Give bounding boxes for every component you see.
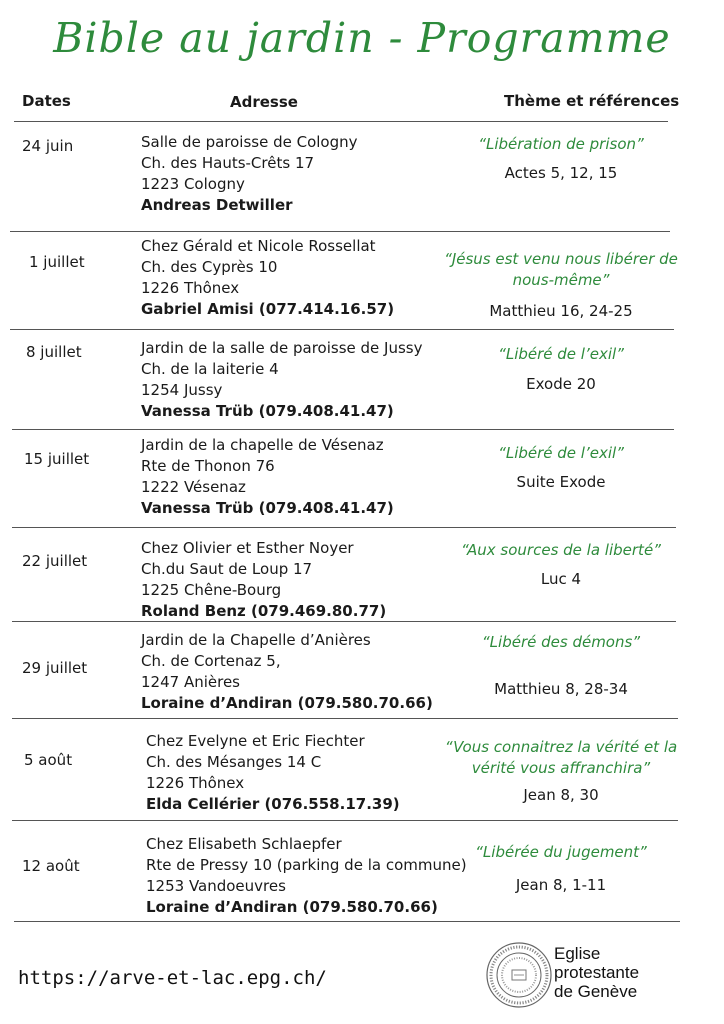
column-header-theme: Thème et références	[504, 92, 680, 110]
bible-reference: Exode 20	[526, 375, 596, 393]
address-line: Chez Olivier et Esther Noyer	[141, 539, 354, 557]
address-line: 1223 Cologny	[141, 175, 245, 193]
row-date: 1 juillet	[29, 253, 85, 271]
row-address	[141, 630, 433, 714]
contact-name: Elda Cellérier (076.558.17.39)	[146, 795, 400, 813]
epg-seal-icon	[484, 940, 554, 1010]
row-theme	[430, 134, 692, 184]
row-theme	[430, 842, 692, 896]
contact-name: Vanessa Trüb (079.408.41.47)	[141, 499, 394, 517]
row-divider	[12, 527, 676, 528]
row-theme	[430, 737, 692, 806]
column-header-address: Adresse	[230, 93, 298, 111]
row-theme	[430, 632, 692, 700]
address-line: Ch. de Cortenaz 5,	[141, 652, 281, 670]
org-name-line: Eglise	[554, 944, 601, 963]
theme-quote: “Jésus est venu nous libérer de nous-même”	[444, 250, 678, 289]
row-date: 15 juillet	[24, 450, 90, 468]
theme-quote: “Vous connaitrez la vérité et la vérité vous affranchira”	[444, 738, 678, 777]
address-line: Jardin de la Chapelle d’Anières	[141, 631, 371, 649]
bible-reference: Luc 4	[540, 570, 582, 588]
address-line: Salle de paroisse de Cologny	[141, 133, 358, 151]
address-line: 1225 Chêne-Bourg	[141, 581, 282, 599]
address-line: Ch.du Saut de Loup 17	[141, 560, 313, 578]
row-date: 5 août	[24, 751, 73, 769]
address-line: 1226 Thônex	[141, 279, 240, 297]
row-divider	[12, 820, 678, 821]
address-line: 1254 Jussy	[141, 381, 223, 399]
address-line: Ch. des Cyprès 10	[141, 258, 278, 276]
row-address	[141, 236, 394, 320]
row-divider	[12, 429, 674, 430]
theme-quote: “Libération de prison”	[478, 135, 644, 153]
address-line: Rte de Pressy 10 (parking de la commune)	[146, 856, 467, 874]
row-address	[141, 538, 386, 622]
address-line: 1226 Thônex	[146, 774, 245, 792]
contact-name: Loraine d’Andiran (079.580.70.66)	[146, 898, 438, 916]
address-line: 1253 Vandoeuvres	[146, 877, 286, 895]
address-line: 1222 Vésenaz	[141, 478, 246, 496]
address-line: Ch. de la laiterie 4	[141, 360, 279, 378]
row-date: 22 juillet	[22, 552, 88, 570]
page-title: Bible au jardin - Programme	[53, 14, 671, 62]
organization-name	[554, 944, 639, 1001]
row-address	[146, 834, 467, 918]
theme-quote: “Libéré de l’exil”	[498, 345, 624, 363]
row-date: 12 août	[22, 857, 80, 875]
row-divider	[14, 121, 668, 122]
row-divider	[14, 921, 680, 922]
row-date: 29 juillet	[22, 659, 88, 677]
contact-name: Gabriel Amisi (077.414.16.57)	[141, 300, 395, 318]
org-name-line: de Genève	[554, 982, 638, 1001]
row-date: 8 juillet	[26, 343, 82, 361]
row-address	[141, 338, 422, 422]
address-line: 1247 Anières	[141, 673, 240, 691]
row-theme	[430, 249, 692, 322]
theme-quote: “Libéré de l’exil”	[498, 444, 624, 462]
row-theme	[430, 443, 692, 493]
bible-reference: Jean 8, 30	[523, 786, 599, 804]
row-divider	[10, 329, 674, 330]
bible-reference: Actes 5, 12, 15	[504, 164, 618, 182]
org-name-line: protestante	[554, 963, 640, 982]
address-line: Chez Evelyne et Eric Fiechter	[146, 732, 365, 750]
contact-name: Loraine d’Andiran (079.580.70.66)	[141, 694, 433, 712]
contact-name: Andreas Detwiller	[141, 196, 293, 214]
row-theme	[430, 344, 692, 395]
website-link[interactable]: https://arve-et-lac.epg.ch/	[18, 967, 327, 989]
bible-reference: Matthieu 16, 24-25	[489, 302, 633, 320]
row-date: 24 juin	[22, 137, 74, 155]
row-address	[146, 731, 400, 815]
address-line: Jardin de la salle de paroisse de Jussy	[141, 339, 423, 357]
bible-reference: Matthieu 8, 28-34	[494, 680, 628, 698]
address-line: Rte de Thonon 76	[141, 457, 275, 475]
column-header-dates: Dates	[22, 92, 71, 110]
address-line: Chez Elisabeth Schlaepfer	[146, 835, 342, 853]
row-address	[141, 132, 358, 216]
bible-reference: Suite Exode	[516, 473, 606, 491]
theme-quote: “Libérée du jugement”	[475, 843, 647, 861]
contact-name: Roland Benz (079.469.80.77)	[141, 602, 387, 620]
row-divider	[12, 718, 678, 719]
address-line: Ch. des Mésanges 14 C	[146, 753, 322, 771]
theme-quote: “Aux sources de la liberté”	[461, 541, 661, 559]
bible-reference: Jean 8, 1-11	[515, 876, 607, 894]
address-line: Ch. des Hauts-Crêts 17	[141, 154, 315, 172]
row-theme	[430, 540, 692, 590]
address-line: Chez Gérald et Nicole Rossellat	[141, 237, 376, 255]
row-divider	[10, 231, 670, 232]
theme-quote: “Libéré des démons”	[481, 633, 641, 651]
contact-name: Vanessa Trüb (079.408.41.47)	[141, 402, 394, 420]
row-address	[141, 435, 394, 519]
address-line: Jardin de la chapelle de Vésenaz	[141, 436, 384, 454]
